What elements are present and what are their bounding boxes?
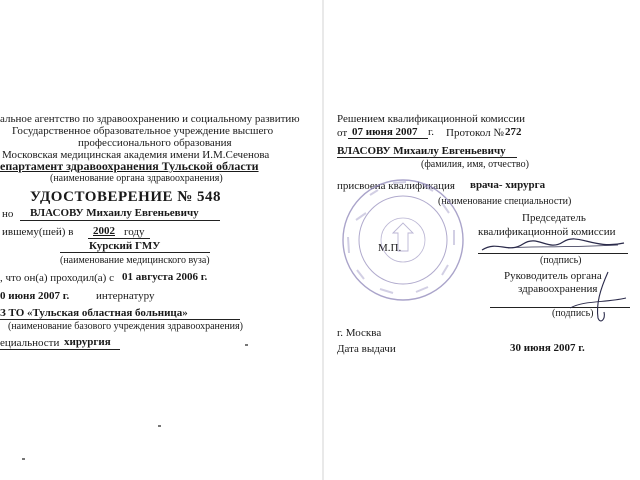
date-underline [348, 138, 428, 139]
paper-speck [245, 344, 248, 346]
university-caption: (наименование медицинского вуза) [60, 255, 210, 266]
institution-line-2: профессионального образования [78, 137, 232, 149]
year-underline [88, 238, 150, 239]
qualification-prefix: присвоена квалификация [337, 180, 455, 192]
institution-line-1: Государственное образовательное учреждение высшего [12, 125, 274, 137]
graduated-prefix: ившему(шей) в [2, 226, 74, 238]
certificate-title: УДОСТОВЕРЕНИЕ № 548 [30, 189, 222, 205]
issue-date-value: 30 июня 2007 г. [510, 342, 585, 354]
holder-name-right: ВЛАСОВУ Михаилу Евгеньевичу [337, 145, 506, 157]
specialty-caption-right: (наименование специальности) [438, 196, 572, 207]
passed-prefix: , что он(а) проходил(а) с [0, 272, 114, 284]
department-caption: (наименование органа здравоохранения) [50, 173, 223, 184]
issue-date-label: Дата выдачи [337, 343, 396, 355]
base-caption: (наименование базового учреждения здравоохранения) [8, 321, 243, 332]
to-date: 0 июня 2007 г. [0, 290, 70, 302]
page-fold [322, 0, 324, 480]
fio-caption: (фамилия, имя, отчество) [421, 159, 529, 170]
year-g: г. [428, 126, 435, 138]
specialty-underline [0, 349, 120, 350]
from-label: от [337, 127, 348, 139]
chair-signature [478, 236, 628, 256]
specialty-prefix: ециальности [0, 337, 60, 349]
protocol-label: Протокол № [446, 127, 504, 139]
specialty-value: хирургия [64, 336, 111, 348]
qualification-value: врача- хирурга [470, 179, 546, 191]
ministry-line: альное агентство по здравоохранению и социальному развитию [0, 113, 300, 125]
internship-label: интернатуру [96, 290, 155, 302]
head-label-1: Руководитель органа [504, 270, 602, 282]
official-seal-stamp [338, 175, 468, 305]
head-label-2: здравоохранения [518, 283, 598, 295]
mp-label: М.П. [378, 242, 402, 254]
paper-speck [158, 425, 161, 427]
decision-line: Решением квалификационной комиссии [337, 113, 526, 125]
head-signature [560, 270, 630, 325]
holder-underline-right [337, 157, 517, 158]
academy-line: Московская медицинская академия имени И.М.Сеченова [2, 149, 270, 161]
protocol-number: 272 [505, 126, 522, 138]
year-suffix: году [124, 226, 145, 238]
name-underline [20, 220, 220, 221]
base-organization: З ТО «Тульская областная больница» [0, 307, 188, 319]
paper-speck [22, 458, 25, 460]
issued-prefix: но [2, 208, 14, 220]
chair-label-1: Председатель [522, 212, 586, 224]
university-underline [60, 252, 210, 253]
holder-name: ВЛАСОВУ Михаилу Евгеньевичу [30, 207, 199, 219]
signature-caption-2: (подпись) [552, 308, 594, 319]
city-label: г. Москва [337, 327, 382, 339]
base-underline [0, 319, 240, 320]
signature-caption-1: (подпись) [540, 255, 582, 266]
graduation-year: 2002 [93, 225, 115, 237]
university-name: Курский ГМУ [89, 240, 161, 252]
from-date: 01 августа 2006 г. [122, 271, 208, 283]
chair-label-2: квалификационной комиссии [478, 226, 616, 238]
department-name: епартамент здравоохранения Тульской области [0, 159, 259, 173]
decision-date: 07 июня 2007 [352, 126, 418, 138]
